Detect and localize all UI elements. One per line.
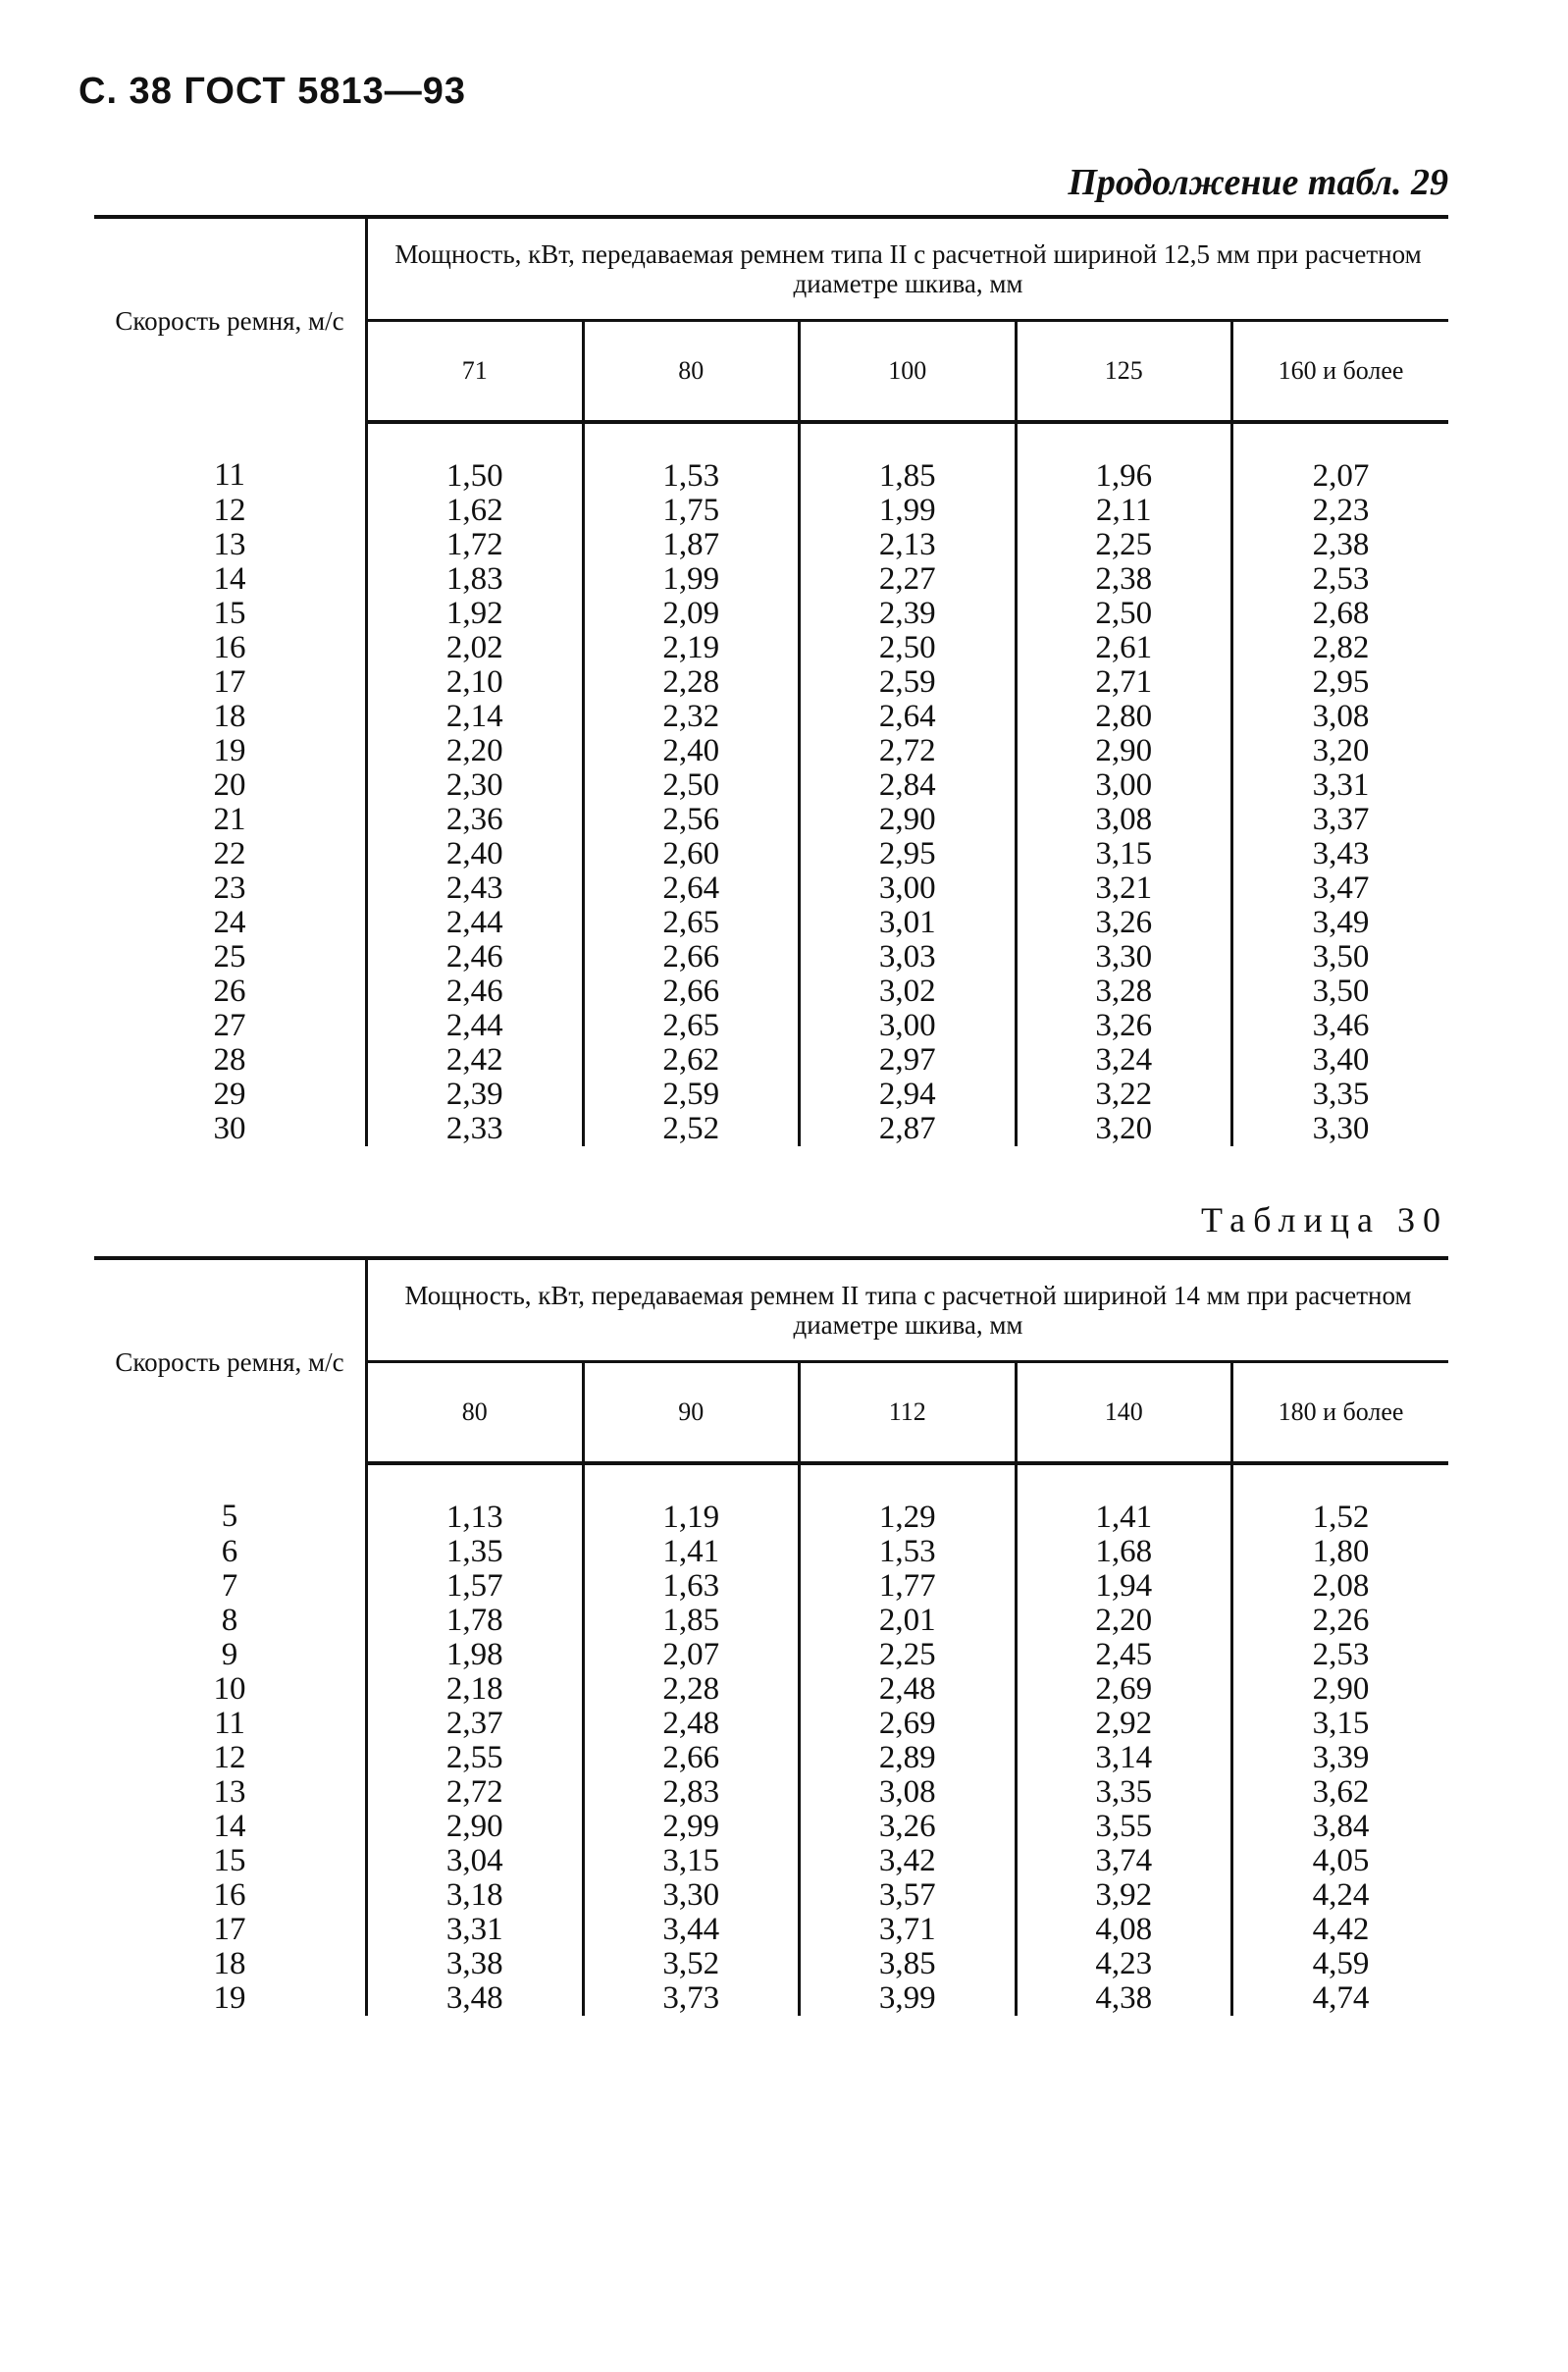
power-cell: 2,72 [367,1775,584,1810]
power-cell: 3,85 [800,1947,1017,1981]
power-cell: 3,24 [1016,1043,1232,1078]
power-cell: 4,74 [1312,1980,1370,2016]
power-cell: 2,36 [367,803,584,837]
power-cell: 1,85 [800,422,1017,494]
power-cell: 1,53 [800,1535,1017,1569]
power-cell: 2,27 [800,562,1017,597]
power-cell: 4,23 [1016,1947,1232,1981]
power-cell: 2,19 [583,631,800,665]
table-row [94,940,1448,975]
power-cell: 2,90 [1016,734,1232,768]
power-cell: 2,02 [367,631,584,665]
table-row [94,562,1448,597]
power-cell: 3,30 [1312,1111,1370,1146]
power-cell: 1,68 [1016,1535,1232,1569]
power-cell: 3,03 [800,940,1017,975]
power-cell: 3,01 [800,906,1017,940]
power-cell: 2,46 [367,940,584,975]
speed-cell: 11 [94,1707,367,1741]
table-row [94,871,1448,906]
power-cell: 2,65 [583,906,800,940]
power-cell: 2,42 [367,1043,584,1078]
power-cell: 3,08 [1016,803,1232,837]
power-cell: 2,95 [800,837,1017,871]
power-cell: 2,87 [800,1112,1017,1146]
power-group-header: Мощность, кВт, передаваемая ремнем II типа с расчетной шириной 14 мм при расчетном диаметре шкива, мм [367,1258,1449,1362]
power-cell: 2,11 [1016,494,1232,528]
speed-cell: 24 [94,906,367,940]
power-cell: 2,40 [367,837,584,871]
power-cell: 4,05 [1312,1843,1370,1878]
power-cell: 3,38 [367,1947,584,1981]
table-29-body [94,422,1448,1146]
power-cell: 2,46 [367,975,584,1009]
speed-cell: 17 [94,1913,367,1947]
speed-cell: 17 [94,665,367,700]
power-cell: 2,28 [583,1672,800,1707]
power-cell: 2,59 [800,665,1017,700]
power-cell: 1,50 [367,422,584,494]
speed-cell: 25 [94,940,367,975]
speed-cell: 18 [94,700,367,734]
power-cell: 1,94 [1016,1569,1232,1604]
speed-cell: 5 [94,1463,367,1535]
table-29-caption: Продолжение табл. 29 [1068,162,1448,203]
table-row [94,528,1448,562]
power-cell: 3,48 [367,1981,584,2016]
speed-cell: 10 [94,1672,367,1707]
power-cell: 2,39 [800,597,1017,631]
power-cell: 3,21 [1016,871,1232,906]
power-cell: 3,84 [1312,1809,1370,1844]
power-cell: 3,31 [367,1913,584,1947]
speed-cell: 19 [94,734,367,768]
power-cell: 1,35 [367,1535,584,1569]
power-cell: 2,64 [583,871,800,906]
diameter-column-header: 180 и более [1232,1362,1449,1464]
table-row [94,906,1448,940]
power-cell: 2,56 [583,803,800,837]
power-cell: 1,99 [583,562,800,597]
table-row [94,1078,1448,1112]
power-cell: 3,02 [800,975,1017,1009]
table-row [94,768,1448,803]
table-row [94,1112,1448,1146]
speed-cell: 27 [94,1009,367,1043]
power-cell: 2,50 [800,631,1017,665]
power-cell: 3,43 [1312,836,1370,871]
power-cell: 2,44 [367,1009,584,1043]
power-cell: 1,52 [1312,1500,1370,1535]
table-row [94,1463,1448,1535]
table-row [94,734,1448,768]
power-cell: 2,28 [583,665,800,700]
power-cell: 2,44 [367,906,584,940]
power-cell: 2,94 [800,1078,1017,1112]
power-cell: 3,49 [1312,905,1370,940]
power-cell: 4,08 [1016,1913,1232,1947]
power-cell: 2,90 [1312,1671,1370,1707]
speed-column-header: Скорость ремня, м/с [94,1258,367,1463]
power-cell: 2,97 [800,1043,1017,1078]
power-cell: 2,66 [583,975,800,1009]
power-cell: 2,52 [583,1112,800,1146]
table-30-caption: Таблица 30 [1201,1200,1448,1239]
power-cell: 3,47 [1312,870,1370,906]
power-cell: 3,35 [1312,1077,1370,1112]
power-cell: 2,92 [1016,1707,1232,1741]
power-cell: 2,90 [800,803,1017,837]
power-cell: 3,26 [800,1810,1017,1844]
power-cell: 2,60 [583,837,800,871]
power-cell: 2,72 [800,734,1017,768]
power-cell: 3,50 [1312,974,1370,1009]
power-cell: 3,15 [1016,837,1232,871]
power-cell: 1,83 [367,562,584,597]
power-group-header: Мощность, кВт, передаваемая ремнем типа II с расчетной шириной 12,5 мм при расчетном диаметре шкива, мм [367,217,1449,321]
power-cell: 4,59 [1312,1946,1370,1981]
power-cell: 2,82 [1312,630,1370,665]
power-cell: 3,26 [1016,1009,1232,1043]
power-cell: 2,10 [367,665,584,700]
table-row [94,1947,1448,1981]
diameter-column-header: 125 [1016,321,1232,423]
table-row [94,597,1448,631]
power-cell: 2,66 [583,1741,800,1775]
speed-cell: 28 [94,1043,367,1078]
power-cell: 2,30 [367,768,584,803]
power-cell: 3,37 [1312,802,1370,837]
speed-cell: 29 [94,1078,367,1112]
power-cell: 3,52 [583,1947,800,1981]
power-cell: 2,40 [583,734,800,768]
speed-cell: 15 [94,1844,367,1878]
power-cell: 2,33 [367,1112,584,1146]
speed-cell: 8 [94,1604,367,1638]
power-cell: 3,30 [1016,940,1232,975]
speed-column-header: Скорость ремня, м/с [94,217,367,422]
power-cell: 1,62 [367,494,584,528]
power-cell: 3,00 [800,1009,1017,1043]
power-cell: 2,50 [583,768,800,803]
speed-cell: 20 [94,768,367,803]
power-cell: 3,40 [1312,1042,1370,1078]
power-cell: 3,22 [1016,1078,1232,1112]
power-cell: 2,80 [1016,700,1232,734]
power-cell: 2,65 [583,1009,800,1043]
table-30-body [94,1463,1448,2016]
diameter-column-header: 90 [583,1362,800,1464]
table-row [94,1775,1448,1810]
power-cell: 4,24 [1312,1877,1370,1913]
table-row [94,1638,1448,1672]
speed-cell: 14 [94,1810,367,1844]
power-cell: 3,30 [583,1878,800,1913]
power-cell: 2,64 [800,700,1017,734]
power-cell: 2,07 [583,1638,800,1672]
diameter-column-header: 80 [583,321,800,423]
power-cell: 3,55 [1016,1810,1232,1844]
power-cell: 3,15 [583,1844,800,1878]
speed-cell: 26 [94,975,367,1009]
diameter-column-header: 160 и более [1232,321,1449,423]
power-cell: 1,78 [367,1604,584,1638]
table-row [94,1569,1448,1604]
power-cell: 2,53 [1312,1637,1370,1672]
power-cell: 2,38 [1016,562,1232,597]
power-cell: 1,92 [367,597,584,631]
power-cell: 2,26 [1312,1603,1370,1638]
power-cell: 1,19 [583,1463,800,1535]
speed-cell: 19 [94,1981,367,2016]
power-cell: 2,09 [583,597,800,631]
power-cell: 2,61 [1016,631,1232,665]
power-cell: 3,44 [583,1913,800,1947]
power-cell: 2,08 [1312,1568,1370,1604]
power-cell: 2,18 [367,1672,584,1707]
power-cell: 3,04 [367,1844,584,1878]
table-row [94,975,1448,1009]
power-cell: 3,08 [1312,699,1370,734]
power-cell: 3,74 [1016,1844,1232,1878]
speed-cell: 13 [94,528,367,562]
power-cell: 2,50 [1016,597,1232,631]
power-cell: 3,28 [1016,975,1232,1009]
speed-cell: 7 [94,1569,367,1604]
power-cell: 3,18 [367,1878,584,1913]
table-row [94,1844,1448,1878]
power-cell: 1,80 [1312,1534,1370,1569]
power-cell: 2,01 [800,1604,1017,1638]
power-cell: 2,55 [367,1741,584,1775]
power-cell: 2,53 [1312,561,1370,597]
table-row [94,1741,1448,1775]
speed-cell: 14 [94,562,367,597]
speed-cell: 12 [94,494,367,528]
power-cell: 1,98 [367,1638,584,1672]
power-cell: 1,87 [583,528,800,562]
power-cell: 2,39 [367,1078,584,1112]
power-cell: 1,57 [367,1569,584,1604]
power-cell: 2,83 [583,1775,800,1810]
power-cell: 2,45 [1016,1638,1232,1672]
table-row [94,1878,1448,1913]
table-row [94,1672,1448,1707]
power-cell: 3,15 [1312,1706,1370,1741]
power-cell: 3,71 [800,1913,1017,1947]
table-row [94,665,1448,700]
table-row [94,837,1448,871]
power-cell: 3,73 [583,1981,800,2016]
power-cell: 2,07 [1312,458,1370,494]
power-cell: 1,63 [583,1569,800,1604]
table-row [94,1043,1448,1078]
table-30 [94,1256,1448,2016]
speed-cell: 30 [94,1112,367,1146]
table-row [94,494,1448,528]
power-cell: 2,89 [800,1741,1017,1775]
power-cell: 2,20 [1016,1604,1232,1638]
power-cell: 1,41 [583,1535,800,1569]
table-row [94,1707,1448,1741]
power-cell: 4,38 [1016,1981,1232,2016]
power-cell: 1,13 [367,1463,584,1535]
power-cell: 2,48 [800,1672,1017,1707]
diameter-column-header: 71 [367,321,584,423]
power-cell: 3,46 [1312,1008,1370,1043]
power-cell: 2,99 [583,1810,800,1844]
power-cell: 3,00 [800,871,1017,906]
speed-cell: 9 [94,1638,367,1672]
power-cell: 2,90 [367,1810,584,1844]
power-cell: 3,20 [1312,733,1370,768]
power-cell: 2,69 [800,1707,1017,1741]
table-row [94,1810,1448,1844]
power-cell: 3,62 [1312,1774,1370,1810]
speed-cell: 21 [94,803,367,837]
power-cell: 2,48 [583,1707,800,1741]
power-cell: 3,92 [1016,1878,1232,1913]
power-cell: 4,42 [1312,1912,1370,1947]
speed-cell: 23 [94,871,367,906]
speed-cell: 13 [94,1775,367,1810]
power-cell: 2,95 [1312,664,1370,700]
power-cell: 3,20 [1016,1112,1232,1146]
power-cell: 3,57 [800,1878,1017,1913]
power-cell: 1,96 [1016,422,1232,494]
table-row [94,631,1448,665]
speed-cell: 6 [94,1535,367,1569]
power-cell: 3,31 [1312,767,1370,803]
power-cell: 1,53 [583,422,800,494]
power-cell: 1,72 [367,528,584,562]
speed-cell: 16 [94,1878,367,1913]
table-row [94,1981,1448,2016]
power-cell: 2,71 [1016,665,1232,700]
speed-cell: 22 [94,837,367,871]
speed-cell: 18 [94,1947,367,1981]
power-cell: 2,32 [583,700,800,734]
power-cell: 2,14 [367,700,584,734]
power-cell: 1,77 [800,1569,1017,1604]
power-cell: 1,99 [800,494,1017,528]
table-row [94,1535,1448,1569]
power-cell: 3,99 [800,1981,1017,2016]
diameter-column-header: 80 [367,1362,584,1464]
power-cell: 2,25 [1016,528,1232,562]
power-cell: 3,26 [1016,906,1232,940]
speed-cell: 11 [94,422,367,494]
table-29 [94,215,1448,1146]
power-cell: 2,38 [1312,527,1370,562]
power-cell: 2,13 [800,528,1017,562]
power-cell: 3,50 [1312,939,1370,975]
power-cell: 2,66 [583,940,800,975]
power-cell: 3,14 [1016,1741,1232,1775]
power-cell: 2,62 [583,1043,800,1078]
power-cell: 3,00 [1016,768,1232,803]
power-cell: 2,20 [367,734,584,768]
power-cell: 2,69 [1016,1672,1232,1707]
diameter-column-header: 112 [800,1362,1017,1464]
power-cell: 1,85 [583,1604,800,1638]
power-cell: 2,37 [367,1707,584,1741]
table-row [94,700,1448,734]
power-cell: 1,41 [1016,1463,1232,1535]
page-header: С. 38 ГОСТ 5813—93 [78,71,467,112]
table-row [94,1604,1448,1638]
power-cell: 2,68 [1312,596,1370,631]
power-cell: 1,29 [800,1463,1017,1535]
table-row [94,1009,1448,1043]
power-cell: 3,35 [1016,1775,1232,1810]
power-cell: 2,23 [1312,493,1370,528]
power-cell: 2,84 [800,768,1017,803]
power-cell: 2,43 [367,871,584,906]
power-cell: 2,59 [583,1078,800,1112]
power-cell: 3,08 [800,1775,1017,1810]
power-cell: 1,75 [583,494,800,528]
table-row [94,1913,1448,1947]
diameter-column-header: 140 [1016,1362,1232,1464]
table-row [94,803,1448,837]
speed-cell: 12 [94,1741,367,1775]
table-row [94,422,1448,494]
speed-cell: 16 [94,631,367,665]
speed-cell: 15 [94,597,367,631]
power-cell: 3,42 [800,1844,1017,1878]
power-cell: 2,25 [800,1638,1017,1672]
power-cell: 3,39 [1312,1740,1370,1775]
diameter-column-header: 100 [800,321,1017,423]
